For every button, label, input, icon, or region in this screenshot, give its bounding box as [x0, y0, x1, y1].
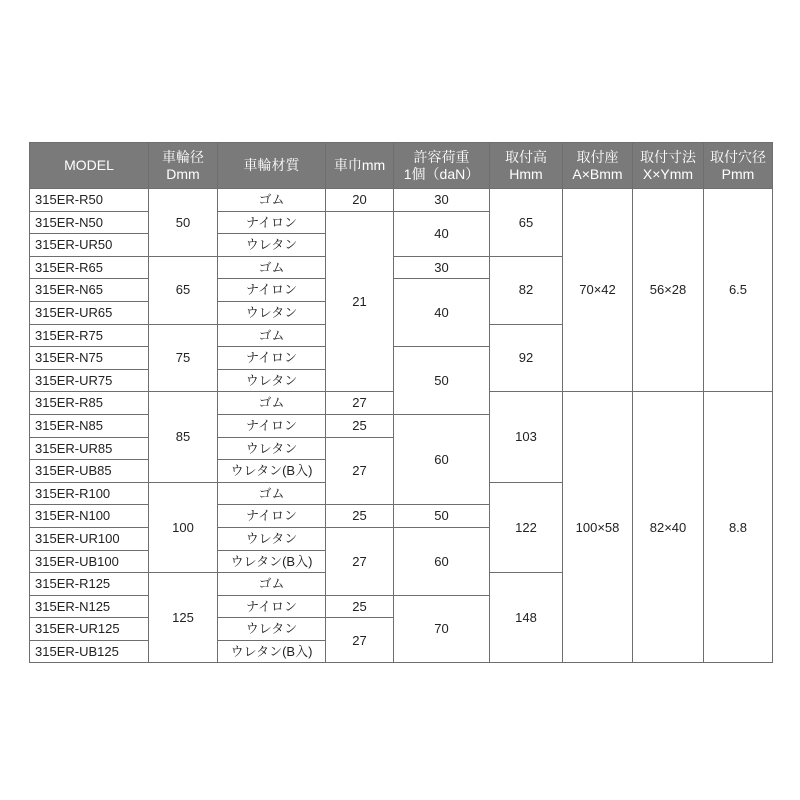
- hole-diameter-cell: 6.5: [704, 189, 773, 392]
- model-cell: 315ER-UR75: [30, 369, 149, 392]
- material-cell: ウレタン(B入): [218, 640, 326, 663]
- model-cell: 315ER-N85: [30, 414, 149, 437]
- model-cell: 315ER-R75: [30, 324, 149, 347]
- table-body: [30, 189, 773, 663]
- model-cell: 315ER-R50: [30, 189, 149, 212]
- mount-dims-cell: 82×40: [633, 392, 704, 663]
- material-cell: ゴム: [218, 482, 326, 505]
- mount-plate-header-unit: A×Bmm: [572, 165, 623, 182]
- model-cell: 315ER-UR65: [30, 301, 149, 324]
- load-cell: 40: [394, 211, 490, 256]
- material-cell: ゴム: [218, 256, 326, 279]
- mount-plate-cell: 100×58: [563, 392, 633, 663]
- load-capacity-header-unit: 1個（daN）: [403, 165, 480, 182]
- model-header: [30, 143, 149, 189]
- load-cell: 60: [394, 527, 490, 595]
- model-cell: 315ER-N125: [30, 595, 149, 618]
- table-row: [30, 189, 773, 212]
- wheel-diameter-cell: 65: [149, 256, 218, 324]
- wheel-material-header: [218, 143, 326, 189]
- hole-diameter-cell: 8.8: [704, 392, 773, 663]
- wheel-material-header-label: 車輪材質: [243, 157, 300, 173]
- material-cell: ナイロン: [218, 414, 326, 437]
- hole-diameter-header-unit: Pmm: [721, 165, 755, 182]
- wheel-diameter-cell: 85: [149, 392, 218, 482]
- mount-height-header-label: 取付高: [505, 148, 547, 165]
- mount-dims-header-unit: X×Ymm: [642, 165, 694, 182]
- load-cell: 60: [394, 414, 490, 504]
- model-cell: 315ER-R65: [30, 256, 149, 279]
- model-cell: 315ER-R85: [30, 392, 149, 415]
- material-cell: ウレタン: [218, 301, 326, 324]
- load-cell: 30: [394, 256, 490, 279]
- model-header-label: MODEL: [64, 157, 114, 173]
- material-cell: ナイロン: [218, 347, 326, 370]
- mount-dims-cell: 56×28: [633, 189, 704, 392]
- model-cell: 315ER-N50: [30, 211, 149, 234]
- hole-diameter-header: [704, 143, 773, 189]
- material-cell: ウレタン: [218, 618, 326, 641]
- model-cell: 315ER-UR85: [30, 437, 149, 460]
- load-cell: 50: [394, 505, 490, 528]
- load-cell: 50: [394, 347, 490, 415]
- material-cell: ナイロン: [218, 279, 326, 302]
- model-cell: 315ER-UR50: [30, 234, 149, 257]
- wheel-width-cell: 25: [326, 505, 394, 528]
- material-cell: ナイロン: [218, 505, 326, 528]
- material-cell: ウレタン: [218, 234, 326, 257]
- model-cell: 315ER-UB100: [30, 550, 149, 573]
- model-cell: 315ER-R125: [30, 573, 149, 596]
- model-cell: 315ER-UR125: [30, 618, 149, 641]
- material-cell: ゴム: [218, 573, 326, 596]
- mount-plate-header: [563, 143, 633, 189]
- wheel-diameter-header-unit: Dmm: [166, 165, 200, 182]
- mount-height-cell: 103: [490, 392, 563, 482]
- material-cell: ゴム: [218, 324, 326, 347]
- wheel-width-cell: 27: [326, 618, 394, 663]
- wheel-width-cell: 25: [326, 595, 394, 618]
- caster-spec-table: [29, 142, 773, 663]
- material-cell: ゴム: [218, 189, 326, 212]
- mount-height-cell: 92: [490, 324, 563, 392]
- mount-height-header: [490, 143, 563, 189]
- load-capacity-header-label: 許容荷重: [413, 148, 470, 165]
- mount-height-cell: 122: [490, 482, 563, 572]
- model-cell: 315ER-N75: [30, 347, 149, 370]
- mount-height-cell: 65: [490, 189, 563, 257]
- material-cell: ウレタン(B入): [218, 550, 326, 573]
- material-cell: ウレタン: [218, 369, 326, 392]
- wheel-width-cell: 25: [326, 414, 394, 437]
- load-cell: 30: [394, 189, 490, 212]
- wheel-width-cell: 27: [326, 527, 394, 595]
- mount-height-header-unit: Hmm: [509, 165, 543, 182]
- mount-plate-header-label: 取付座: [576, 148, 619, 165]
- header-row: [30, 143, 773, 189]
- mount-height-cell: 148: [490, 573, 563, 663]
- mount-dims-header-label: 取付寸法: [640, 148, 696, 165]
- model-cell: 315ER-N65: [30, 279, 149, 302]
- model-cell: 315ER-N100: [30, 505, 149, 528]
- hole-diameter-header-label: 取付穴径: [710, 148, 766, 165]
- load-cell: 70: [394, 595, 490, 663]
- wheel-width-header-label: 車巾mm: [333, 157, 386, 173]
- wheel-width-cell: 20: [326, 189, 394, 212]
- wheel-diameter-header: [149, 143, 218, 189]
- wheel-diameter-header-label: 車輪径: [162, 148, 204, 165]
- material-cell: ゴム: [218, 392, 326, 415]
- wheel-diameter-cell: 50: [149, 189, 218, 257]
- wheel-width-cell: 27: [326, 437, 394, 505]
- mount-dims-header: [633, 143, 704, 189]
- model-cell: 315ER-UR100: [30, 527, 149, 550]
- mount-plate-cell: 70×42: [563, 189, 633, 392]
- wheel-width-header: [326, 143, 394, 189]
- wheel-diameter-cell: 125: [149, 573, 218, 663]
- load-cell: 40: [394, 279, 490, 347]
- material-cell: ウレタン: [218, 437, 326, 460]
- wheel-width-cell: 27: [326, 392, 394, 415]
- wheel-diameter-cell: 75: [149, 324, 218, 392]
- wheel-width-cell: 21: [326, 211, 394, 392]
- load-capacity-header: [394, 143, 490, 189]
- wheel-diameter-cell: 100: [149, 482, 218, 572]
- material-cell: ナイロン: [218, 211, 326, 234]
- material-cell: ウレタン: [218, 527, 326, 550]
- material-cell: ウレタン(B入): [218, 460, 326, 483]
- model-cell: 315ER-R100: [30, 482, 149, 505]
- model-cell: 315ER-UB125: [30, 640, 149, 663]
- model-cell: 315ER-UB85: [30, 460, 149, 483]
- mount-height-cell: 82: [490, 256, 563, 324]
- material-cell: ナイロン: [218, 595, 326, 618]
